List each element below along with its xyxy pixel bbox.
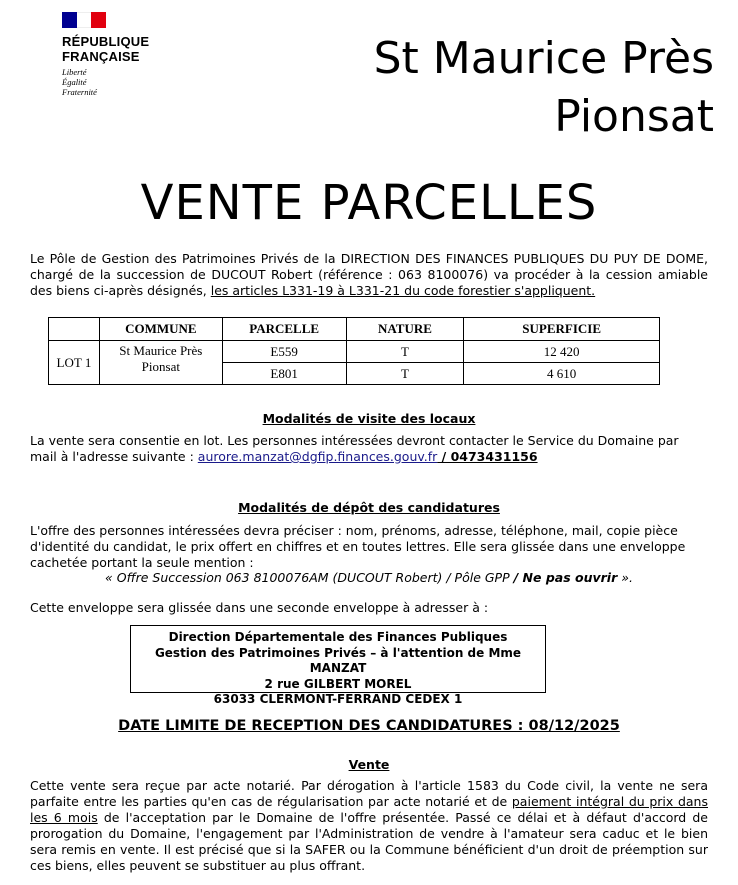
mention-end: ». — [617, 570, 633, 585]
header-nature: NATURE — [346, 318, 464, 341]
header-superficie: SUPERFICIE — [464, 318, 660, 341]
sale-heading: Vente — [348, 757, 390, 772]
intro-paragraph — [30, 251, 708, 299]
marianne-flag-icon — [62, 12, 106, 28]
address-box — [130, 625, 546, 706]
parcelle-cell: E801 — [222, 363, 346, 385]
contact-phone: / 0473431156 — [437, 449, 538, 464]
table-row — [49, 341, 660, 363]
visit-paragraph — [30, 433, 708, 465]
header-parcelle: PARCELLE — [222, 318, 346, 341]
header-commune: COMMUNE — [99, 318, 222, 341]
page-title: VENTE PARCELLES — [140, 175, 598, 231]
lot-cell: LOT 1 — [49, 341, 100, 385]
address-line-1: Direction Départementale des Finances Publiques — [168, 630, 508, 644]
superficie-cell: 4 610 — [464, 363, 660, 385]
table-header-row — [49, 318, 660, 341]
superficie-cell: 12 420 — [464, 341, 660, 363]
visit-heading: Modalités de visite des locaux — [262, 411, 476, 426]
nature-cell: T — [346, 341, 464, 363]
sale-text-1: Cette vente sera reçue par acte notarié. Par dérogation à l'article 1583 du Code civil, la vente ne sera parfaite entre les parties qu'en cas de régularisation par acte notarié et de — [30, 778, 708, 809]
visit-text: La vente sera consentie en lot. Les personnes intéressées devront contacter le Service du Domaine par mail à l'adresse suivante : — [30, 433, 679, 464]
republic-name: RÉPUBLIQUE FRANÇAISE — [62, 34, 150, 64]
address-line-2: Gestion des Patrimoines Privés – à l'attention de Mme MANZAT — [154, 645, 522, 675]
town-name: St Maurice Près Pionsat — [373, 33, 714, 142]
address-line-4: 63033 CLERMONT-FERRAND CEDEX 1 — [213, 692, 463, 706]
sale-payment-deadline: paiement intégral du prix dans les 6 mois — [30, 794, 708, 825]
mention-text: « Offre Succession 063 8100076AM (DUCOUT Robert) / Pôle GPP — [105, 570, 514, 585]
deposit-heading: Modalités de dépôt des candidatures — [238, 500, 500, 515]
parcels-table — [48, 317, 660, 385]
republic-motto: Liberté Égalité Fraternité — [62, 67, 97, 97]
intro-text: Le Pôle de Gestion des Patrimoines Privés de la DIRECTION DES FINANCES PUBLIQUES DU PUY DE DOME, chargé de la succession de DUCOUT Robert (référence : 063 8100076) va procéder à la cession amiable des biens ci-après désignés, — [30, 251, 708, 298]
parcelle-cell: E559 — [222, 341, 346, 363]
deposit-paragraph: L'offre des personnes intéressées devra préciser : nom, prénoms, adresse, téléphone, mail, copie pièce d'identité du candidat, le prix offert en chiffres et en toutes lettres. Elle sera glissée dans une enveloppe cachetée portant la seule mention : — [30, 523, 686, 570]
second-envelope-text: Cette enveloppe sera glissée dans une seconde enveloppe à adresser à : — [30, 600, 489, 615]
deadline: DATE LIMITE DE RECEPTION DES CANDIDATURES : 08/12/2025 — [118, 718, 620, 734]
republique-francaise-logo — [62, 12, 202, 97]
envelope-mention — [30, 570, 708, 586]
contact-email-link[interactable]: aurore.manzat@dgfip.finances.gouv.fr — [197, 449, 438, 464]
sale-text-2: de l'acceptation par le Domaine de l'offre présentée. Passé ce délai et à défaut d'accord de prorogation du Domaine, l'engagement par l'Administration de vendre à l'amateur sera caduc et le bien sera remis en vente. Il est précisé que si la SAFER ou la Commune bénéficient d'un droit de préemption sur ces biens, elles peuvent se substituer au plus offrant. — [30, 810, 708, 873]
mention-do-not-open: / Ne pas ouvrir — [513, 570, 618, 585]
commune-cell: St Maurice Près Pionsat — [99, 341, 222, 385]
sale-paragraph — [30, 778, 708, 874]
address-line-3: 2 rue GILBERT MOREL — [264, 676, 412, 691]
header-lot — [49, 318, 100, 341]
nature-cell: T — [346, 363, 464, 385]
intro-forest-code: les articles L331-19 à L331-21 du code forestier s'appliquent. — [210, 283, 596, 298]
